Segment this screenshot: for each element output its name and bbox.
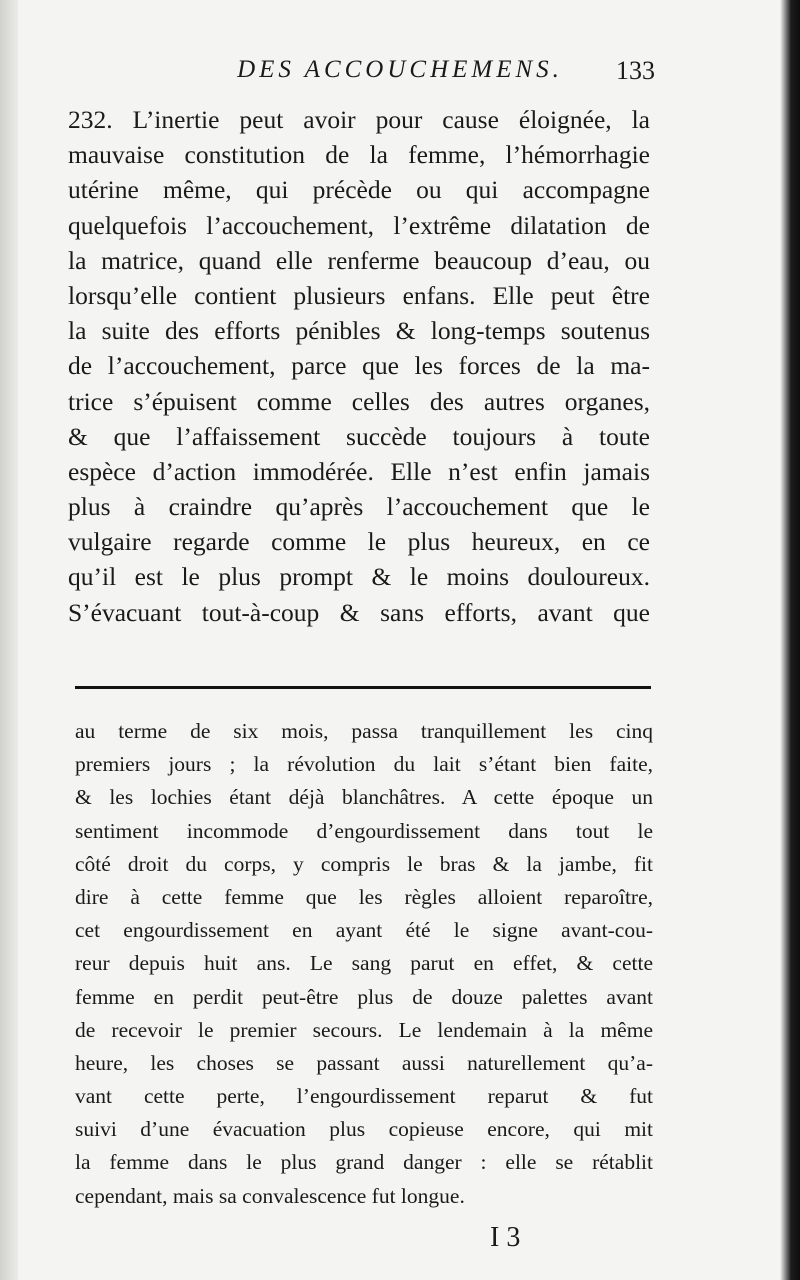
main-line: utérine même, qui précède ou qui accompagne [68, 175, 650, 205]
note-line: la femme dans le plus grand danger : elle se rétablit [75, 1150, 653, 1175]
note-line: au terme de six mois, passa tranquillement les cinq [75, 719, 653, 743]
signature-mark: I 3 [490, 1222, 521, 1253]
main-line: la matrice, quand elle renferme beaucoup d’eau, ou [68, 245, 650, 275]
note-line: & les lochies étant déjà blanchâtres. A cette époque un [75, 785, 653, 810]
note-line: cet engourdissement en ayant été le signe avant-cou- [75, 918, 653, 943]
note-line: heure, les choses se passant aussi naturellement qu’a- [75, 1050, 653, 1075]
page-left-edge-shadow [0, 0, 18, 1280]
main-line: qu’il est le plus prompt & le moins douloureux. [68, 562, 650, 592]
note-line: sentiment incommode d’engourdissement dans tout le [75, 818, 653, 843]
note-line: reur depuis huit ans. Le sang parut en effet, & cette [75, 951, 653, 976]
main-line: trice s’épuisent comme celles des autres organes, [68, 386, 650, 416]
note-line: vant cette perte, l’engourdissement reparut & fut [75, 1084, 653, 1109]
note-line: premiers jours ; la révolution du lait s’étant bien faite, [75, 752, 653, 777]
note-line: cependant, mais sa convalescence fut longue. [75, 1183, 465, 1208]
page-right-edge-shadow [780, 0, 800, 1280]
main-line: S’évacuant tout-à-coup & sans efforts, avant que [68, 597, 650, 627]
running-head: DES ACCOUCHEMENS. [237, 56, 563, 83]
note-line: suivi d’une évacuation plus copieuse encore, qui mit [75, 1117, 653, 1142]
note-line: côté droit du corps, y compris le bras & la jambe, fit [75, 851, 653, 876]
page-number: 133 [616, 56, 655, 85]
note-line: de recevoir le premier secours. Le lendemain à la même [75, 1017, 653, 1042]
main-line: la suite des efforts pénibles & long-temps soutenus [68, 316, 650, 346]
main-line: espèce d’action immodérée. Elle n’est enfin jamais [68, 456, 650, 486]
main-line: 232. L’inertie peut avoir pour cause éloignée, la [68, 105, 650, 134]
main-line: mauvaise constitution de la femme, l’hémorrhagie [68, 140, 650, 170]
main-paragraph [68, 102, 650, 630]
footnote-paragraph [75, 715, 653, 1213]
main-line: lorsqu’elle contient plusieurs enfans. Elle peut être [68, 280, 650, 310]
note-line: femme en perdit peut-être plus de douze palettes avant [75, 984, 653, 1009]
main-line: de l’accouchement, parce que les forces de la ma- [68, 351, 650, 381]
main-line: vulgaire regarde comme le plus heureux, en ce [68, 527, 650, 557]
main-line: & que l’affaissement succède toujours à toute [68, 421, 650, 451]
main-line: plus à craindre qu’après l’accouchement que le [68, 492, 650, 522]
main-line: quelquefois l’accouchement, l’extrême dilatation de [68, 210, 650, 240]
note-line: dire à cette femme que les règles alloient reparoître, [75, 884, 653, 909]
footnote-divider [75, 686, 651, 689]
